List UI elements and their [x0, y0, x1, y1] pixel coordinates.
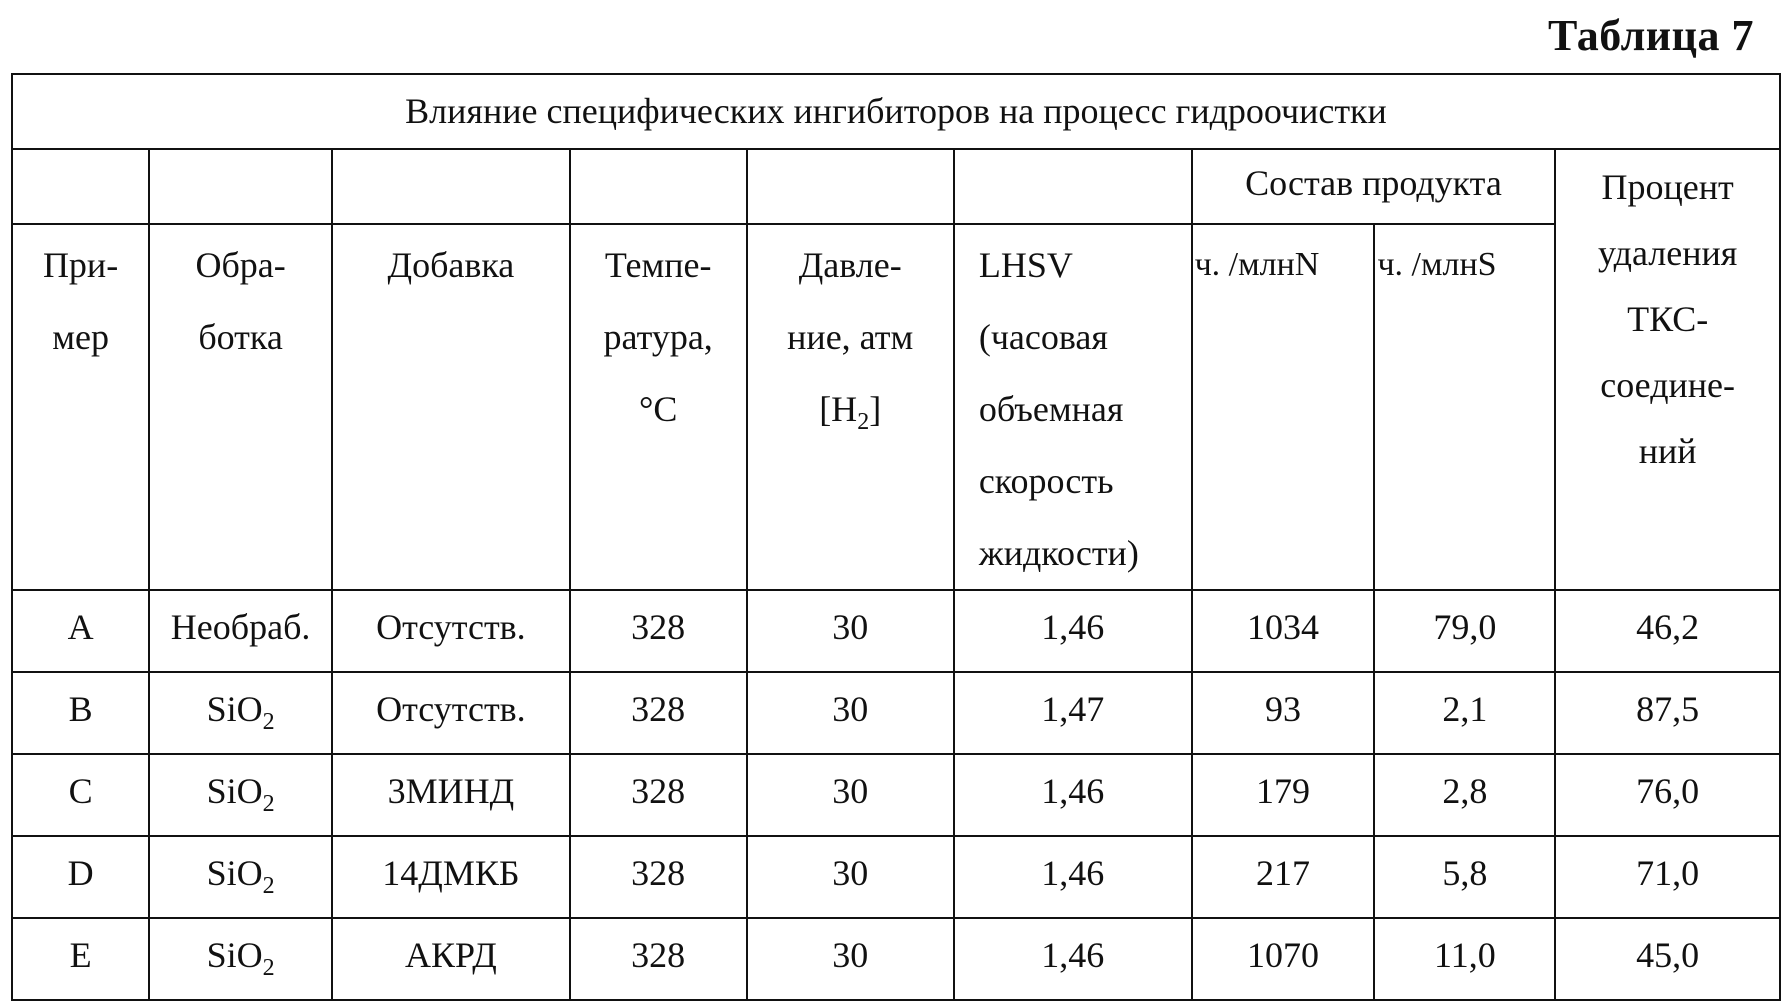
empty-header-cell [570, 149, 747, 224]
cell-temperature: 328 [570, 672, 747, 754]
cell-ppm-nitrogen: 179 [1192, 754, 1375, 836]
cell-treatment: SiO$_2$ [149, 918, 332, 1000]
cell-example: E [12, 918, 149, 1000]
empty-header-cell [954, 149, 1192, 224]
table-row [12, 918, 1780, 1000]
table-caption: Влияние специфических ингибиторов на процесс гидроочистки [12, 74, 1780, 149]
empty-header-cell [332, 149, 570, 224]
cell-treatment: SiO$_2$ [149, 836, 332, 918]
cell-ppm-nitrogen: 1070 [1192, 918, 1375, 1000]
cell-ppm-sulfur: 2,1 [1374, 672, 1555, 754]
cell-ppm-nitrogen: 93 [1192, 672, 1375, 754]
cell-temperature: 328 [570, 754, 747, 836]
empty-header-cell [12, 149, 149, 224]
cell-example: A [12, 590, 149, 672]
cell-additive: АКРД [332, 918, 570, 1000]
empty-header-cell [149, 149, 332, 224]
table-row [12, 754, 1780, 836]
cell-removal-percent: 87,5 [1555, 672, 1780, 754]
header-treatment: Обра- ботка [149, 224, 332, 590]
header-example: При- мер [12, 224, 149, 590]
cell-ppm-sulfur: 79,0 [1374, 590, 1555, 672]
header-lhsv: LHSV (часовая объемная скорость жидкости) [954, 224, 1192, 590]
table-row [12, 590, 1780, 672]
cell-example: D [12, 836, 149, 918]
header-ppm-sulfur: ч. /млнS [1374, 224, 1555, 590]
table-row [12, 836, 1780, 918]
cell-additive: Отсутств. [332, 590, 570, 672]
cell-lhsv: 1,47 [954, 672, 1192, 754]
cell-ppm-sulfur: 11,0 [1374, 918, 1555, 1000]
header-temperature: Темпе- ратура, °C [570, 224, 747, 590]
cell-ppm-sulfur: 5,8 [1374, 836, 1555, 918]
cell-lhsv: 1,46 [954, 918, 1192, 1000]
cell-temperature: 328 [570, 918, 747, 1000]
cell-lhsv: 1,46 [954, 590, 1192, 672]
cell-ppm-sulfur: 2,8 [1374, 754, 1555, 836]
cell-temperature: 328 [570, 836, 747, 918]
header-composition-group: Состав продукта [1192, 149, 1556, 224]
cell-treatment: Необраб. [149, 590, 332, 672]
table-label: Таблица 7 [1547, 11, 1754, 60]
cell-removal-percent: 46,2 [1555, 590, 1780, 672]
header-additive: Добавка [332, 224, 570, 590]
cell-removal-percent: 45,0 [1555, 918, 1780, 1000]
cell-pressure: 30 [747, 918, 954, 1000]
cell-pressure: 30 [747, 836, 954, 918]
header-ppm-nitrogen: ч. /млнN [1192, 224, 1375, 590]
cell-removal-percent: 71,0 [1555, 836, 1780, 918]
cell-removal-percent: 76,0 [1555, 754, 1780, 836]
cell-lhsv: 1,46 [954, 754, 1192, 836]
cell-additive: 3МИНД [332, 754, 570, 836]
cell-example: B [12, 672, 149, 754]
inhibitor-table [11, 73, 1781, 1001]
cell-example: C [12, 754, 149, 836]
header-pressure: Давле- ние, атм $[H_2]$ [747, 224, 954, 590]
cell-ppm-nitrogen: 217 [1192, 836, 1375, 918]
header-removal-percent: Процент удаления ТКС- соедине- ний [1555, 149, 1780, 590]
cell-additive: Отсутств. [332, 672, 570, 754]
cell-temperature: 328 [570, 590, 747, 672]
cell-treatment: SiO$_2$ [149, 754, 332, 836]
cell-lhsv: 1,46 [954, 836, 1192, 918]
cell-additive: 14ДМКБ [332, 836, 570, 918]
table-row [12, 672, 1780, 754]
cell-pressure: 30 [747, 672, 954, 754]
cell-pressure: 30 [747, 754, 954, 836]
cell-treatment: SiO$_2$ [149, 672, 332, 754]
cell-ppm-nitrogen: 1034 [1192, 590, 1375, 672]
cell-pressure: 30 [747, 590, 954, 672]
empty-header-cell [747, 149, 954, 224]
